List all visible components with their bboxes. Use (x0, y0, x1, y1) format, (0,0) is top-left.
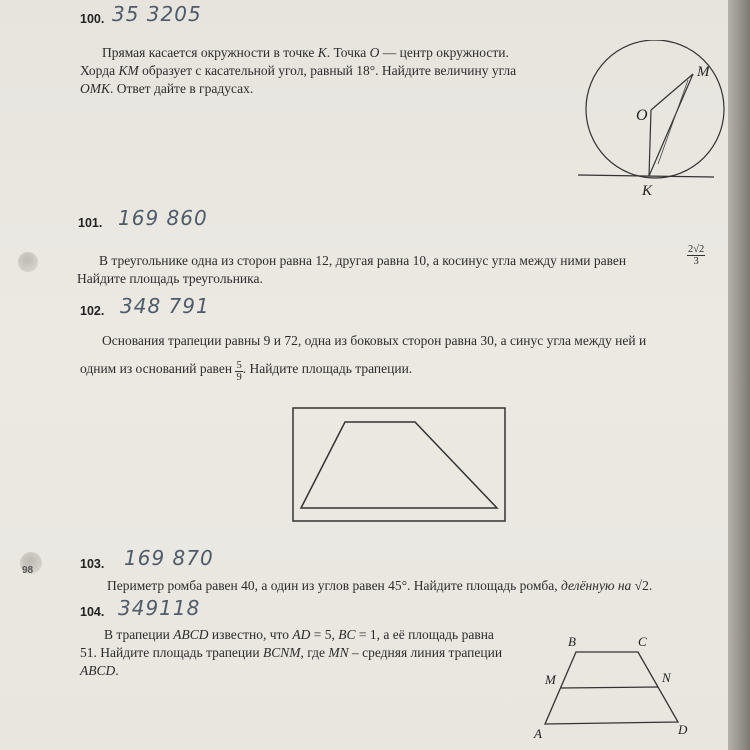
problem-100-number: 100. (80, 12, 105, 26)
label-c: C (638, 634, 647, 649)
circle-shape (586, 40, 724, 178)
problem-103-number: 103. (80, 557, 105, 571)
midline-mn (560, 687, 658, 688)
problem-104-answer-handwritten: 349118 (118, 596, 201, 620)
problem-102-answer-handwritten: 348 791 (120, 294, 210, 318)
problem-104-text: В трапеции ABCD известно, что AD = 5, BC = 1, а её площадь равна 51. Найдите площадь трапеции BCNM, где MN – средняя линия трапеции ABCD. (80, 627, 503, 678)
margin-mark: 98 (22, 565, 34, 576)
figure-frame (293, 408, 505, 521)
label-b: B (568, 634, 576, 649)
label-m: M (545, 672, 556, 687)
angle-hatch (658, 80, 688, 164)
problem-103-text: Периметр ромба равен 40, а один из углов равен 45°. Найдите площадь ромба, делённую на √2. (107, 578, 653, 593)
label-m: M (697, 64, 710, 80)
radius-om (651, 74, 693, 110)
binder-hole-top (18, 252, 38, 272)
page-edge (728, 0, 750, 750)
sine-fraction: $\frac{5}{9}$ (236, 360, 242, 384)
chord-km (649, 74, 693, 176)
cosine-fraction: $\frac{2√2}{3}$ (688, 244, 705, 267)
radius-ok (649, 110, 651, 176)
label-d: D (678, 722, 688, 737)
problem-102-number: 102. (80, 304, 105, 318)
label-k: K (642, 183, 653, 199)
problem-103-answer-handwritten: 169 870 (124, 546, 214, 570)
trapezoid-figure (290, 405, 510, 525)
tangent-line (578, 175, 714, 177)
problem-101-text: В треугольнике одна из сторон равна 12, другая равна 10, а косинус угла между ними равен $\frac{2√2}{3}$ Найдите площадь треугольника. (77, 244, 705, 286)
label-a: A (534, 726, 542, 741)
problem-104-number: 104. (80, 605, 105, 619)
label-o: O (636, 107, 648, 124)
problem-101-number: 101. (78, 216, 103, 230)
problem-100-answer-handwritten: 35 3205 (112, 2, 202, 26)
circle-tangent-figure (570, 40, 730, 200)
problem-101-answer-handwritten: 169 860 (118, 206, 208, 230)
trapezoid-shape (301, 422, 497, 508)
problem-100-text: Прямая касается окружности в точке K. Точка O — центр окружности. Хорда KM образует с касательной угол, равный 18°. Найдите величину угла OMK. Ответ дайте в градусах. (80, 45, 517, 96)
trapezoid-abcd-figure (528, 630, 698, 742)
label-n: N (662, 670, 671, 685)
problem-102-text: Основания трапеции равны 9 и 72, одна из боковых сторон равна 30, а синус угла между ней и одним из оснований равен $\frac{5}{9}$ . Найдите площадь трапеции. (80, 333, 647, 384)
